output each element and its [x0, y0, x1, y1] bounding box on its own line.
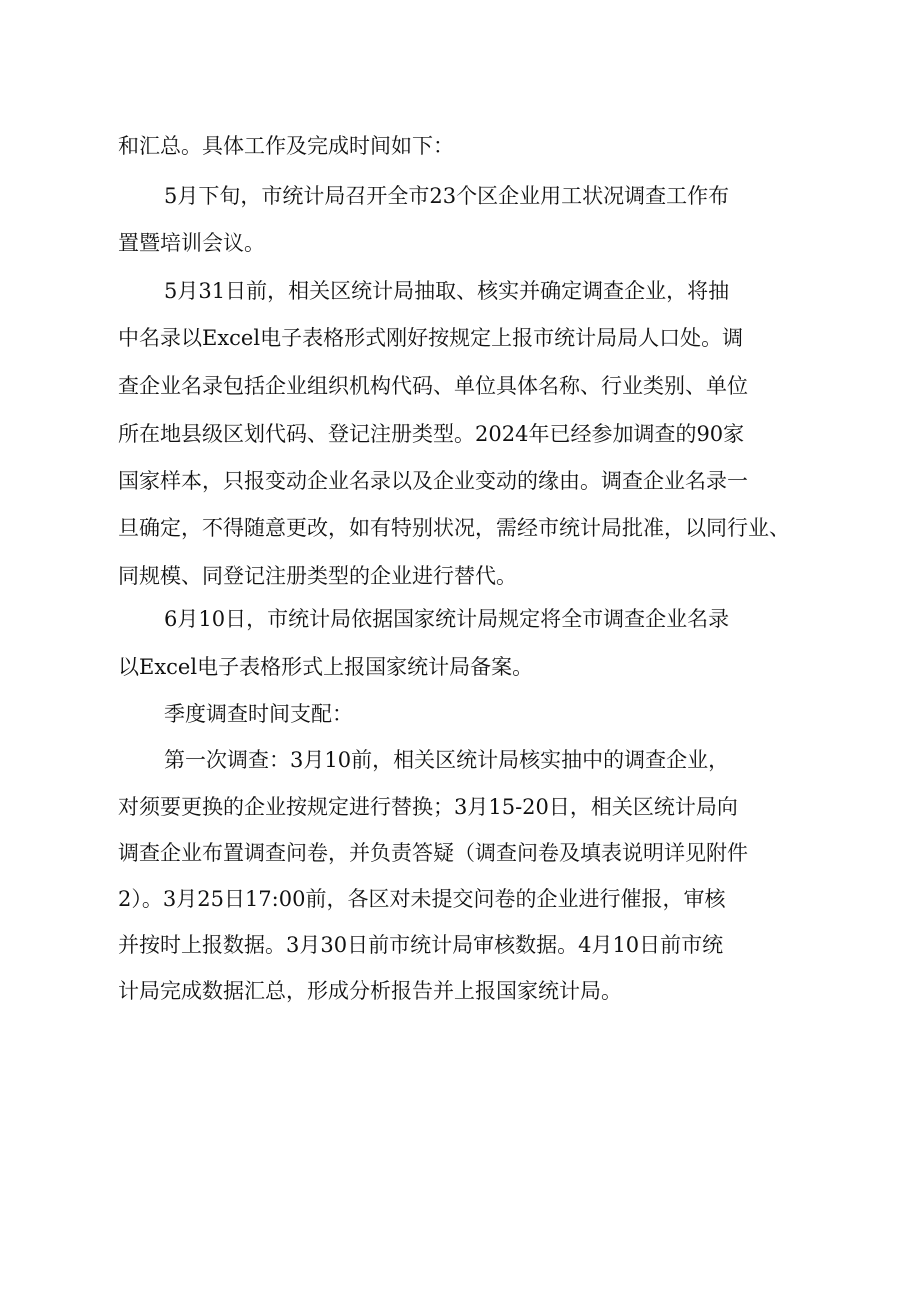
paragraph-line: 以Excel电子表格形式上报国家统计局备案。 [118, 655, 534, 679]
paragraph-line: 和汇总。具体工作及完成时间如下： [118, 134, 454, 158]
paragraph-line: 调查企业布置调查问卷，并负责答疑（调查问卷及填表说明详见附件 [118, 841, 748, 865]
paragraph-line: 5月31日前，相关区统计局抽取、核实并确定调查企业，将抽 [164, 279, 730, 303]
paragraph-line: 置暨培训会议。 [118, 231, 265, 255]
paragraph-line: 季度调查时间支配： [164, 702, 353, 726]
paragraph-line: 旦确定，不得随意更改，如有特别状况，需经市统计局批准，以同行业、 [118, 516, 790, 540]
paragraph-line: 并按时上报数据。3月30日前市统计局审核数据。4月10日前市统 [118, 933, 724, 957]
paragraph-line: 同规模、同登记注册类型的企业进行替代。 [118, 564, 517, 588]
paragraph-line: 计局完成数据汇总，形成分析报告并上报国家统计局。 [118, 979, 622, 1003]
paragraph-line: 6月10日，市统计局依据国家统计局规定将全市调查企业名录 [164, 607, 730, 631]
paragraph-line: 国家样本，只报变动企业名录以及企业变动的缘由。调查企业名录一 [118, 469, 748, 493]
paragraph-line: 所在地县级区划代码、登记注册类型。2024年已经参加调查的90家 [118, 422, 745, 446]
paragraph-line: 中名录以Excel电子表格形式刚好按规定上报市统计局局人口处。调 [118, 326, 744, 350]
paragraph-line: 查企业名录包括企业组织机构代码、单位具体名称、行业类别、单位 [118, 374, 748, 398]
paragraph-line: 第一次调查：3月10前，相关区统计局核实抽中的调查企业， [164, 748, 730, 772]
paragraph-line: 5月下旬，市统计局召开全市23个区企业用工状况调查工作布 [164, 184, 730, 208]
paragraph-line: 2）。3月25日17:00前，各区对未提交问卷的企业进行催报，审核 [118, 887, 726, 911]
paragraph-line: 对须要更换的企业按规定进行替换；3月15-20日，相关区统计局向 [118, 795, 738, 819]
